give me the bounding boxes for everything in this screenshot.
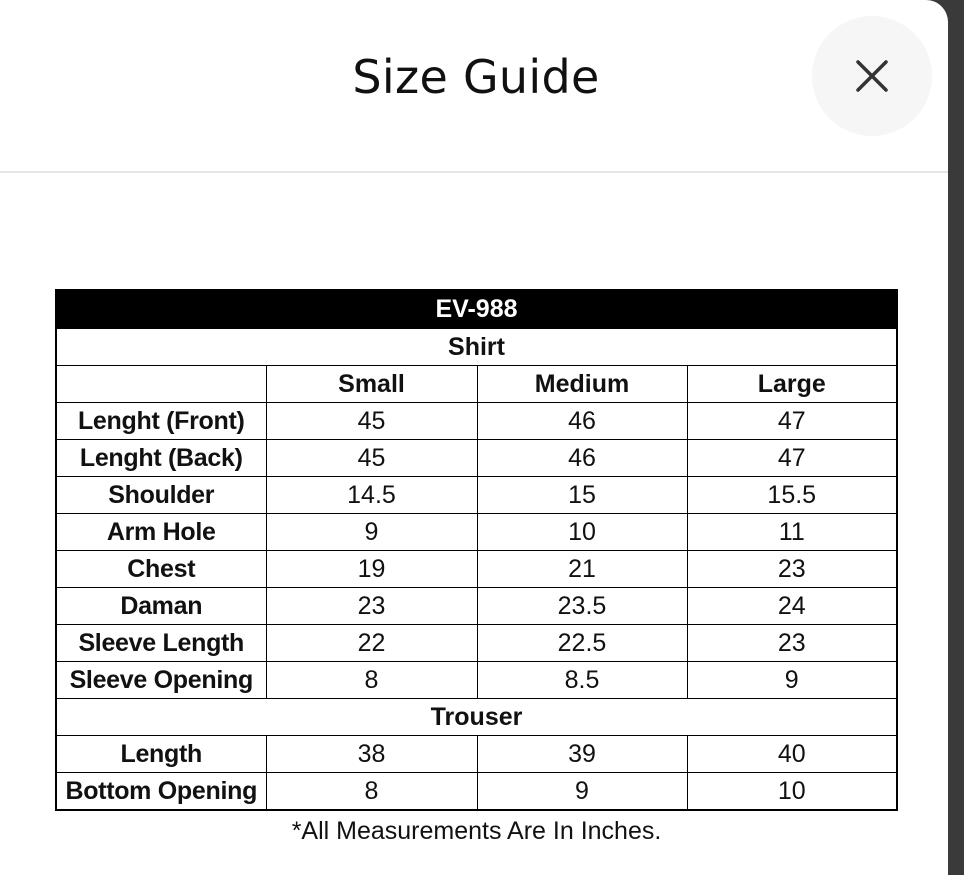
trouser-section-title: Trouser xyxy=(56,699,897,736)
close-button[interactable] xyxy=(812,16,932,136)
cell-medium: 46 xyxy=(477,440,687,477)
modal-header xyxy=(0,0,948,173)
cell-large: 11 xyxy=(687,514,897,551)
column-header-row xyxy=(56,366,897,403)
table-row xyxy=(56,662,897,699)
table-row xyxy=(56,588,897,625)
cell-small: 19 xyxy=(266,551,477,588)
cell-medium: 21 xyxy=(477,551,687,588)
row-label: Lenght (Front) xyxy=(56,403,266,440)
cell-medium: 23.5 xyxy=(477,588,687,625)
cell-small: 22 xyxy=(266,625,477,662)
cell-medium: 10 xyxy=(477,514,687,551)
table-row xyxy=(56,403,897,440)
cell-small: 38 xyxy=(266,736,477,773)
cell-small: 8 xyxy=(266,773,477,811)
column-header-medium: Medium xyxy=(477,366,687,403)
row-label: Shoulder xyxy=(56,477,266,514)
table-row xyxy=(56,625,897,662)
product-code: EV-988 xyxy=(56,290,897,329)
column-header-small: Small xyxy=(266,366,477,403)
cell-large: 47 xyxy=(687,403,897,440)
row-label: Sleeve Length xyxy=(56,625,266,662)
table-row xyxy=(56,477,897,514)
cell-medium: 22.5 xyxy=(477,625,687,662)
size-table xyxy=(55,289,898,811)
cell-medium: 15 xyxy=(477,477,687,514)
cell-small: 45 xyxy=(266,403,477,440)
size-chart xyxy=(55,289,898,846)
cell-medium: 46 xyxy=(477,403,687,440)
trouser-section-row xyxy=(56,699,897,736)
column-header-large: Large xyxy=(687,366,897,403)
cell-large: 10 xyxy=(687,773,897,811)
cell-large: 9 xyxy=(687,662,897,699)
cell-large: 24 xyxy=(687,588,897,625)
row-label: Chest xyxy=(56,551,266,588)
cell-medium: 8.5 xyxy=(477,662,687,699)
shirt-section-title: Shirt xyxy=(56,329,897,366)
modal-title: Size Guide xyxy=(352,50,600,104)
row-label: Daman xyxy=(56,588,266,625)
measurement-footnote: *All Measurements Are In Inches. xyxy=(291,817,662,845)
product-code-row xyxy=(56,290,897,329)
row-label: Lenght (Back) xyxy=(56,440,266,477)
table-row xyxy=(56,736,897,773)
cell-large: 47 xyxy=(687,440,897,477)
column-header xyxy=(56,366,266,403)
cell-large: 40 xyxy=(687,736,897,773)
cell-large: 23 xyxy=(687,625,897,662)
cell-medium: 39 xyxy=(477,736,687,773)
close-icon xyxy=(855,59,889,93)
row-label: Arm Hole xyxy=(56,514,266,551)
table-row xyxy=(56,440,897,477)
table-row xyxy=(56,551,897,588)
cell-small: 23 xyxy=(266,588,477,625)
row-label: Sleeve Opening xyxy=(56,662,266,699)
row-label: Bottom Opening xyxy=(56,773,266,811)
cell-small: 45 xyxy=(266,440,477,477)
cell-small: 8 xyxy=(266,662,477,699)
table-row xyxy=(56,514,897,551)
cell-medium: 9 xyxy=(477,773,687,811)
shirt-section-row xyxy=(56,329,897,366)
cell-small: 14.5 xyxy=(266,477,477,514)
cell-large: 15.5 xyxy=(687,477,897,514)
cell-small: 9 xyxy=(266,514,477,551)
row-label: Length xyxy=(56,736,266,773)
table-row xyxy=(56,773,897,811)
cell-large: 23 xyxy=(687,551,897,588)
